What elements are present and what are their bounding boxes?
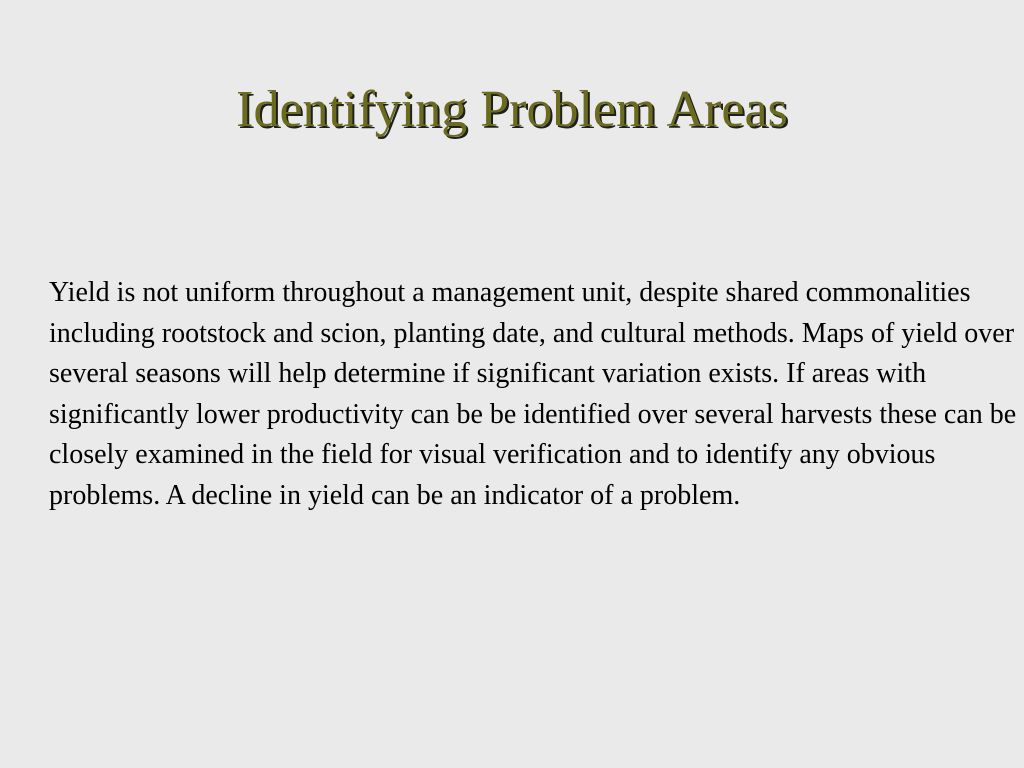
slide-body-paragraph: Yield is not uniform throughout a management unit, despite shared commonalities including rootstock and scion, planting date, and cultural methods. Maps of yield over several seasons will help determine if significant variation exists. If areas with significantly lower productivity can be be identified over several harvests these can be closely examined in the field for visual verification and to identify any obvious problems. A decline in yield can be an indicator of a problem. (49, 277, 1017, 511)
slide-title: Identifying Problem Areas (236, 81, 788, 138)
slide-body-text (47, 273, 1019, 516)
